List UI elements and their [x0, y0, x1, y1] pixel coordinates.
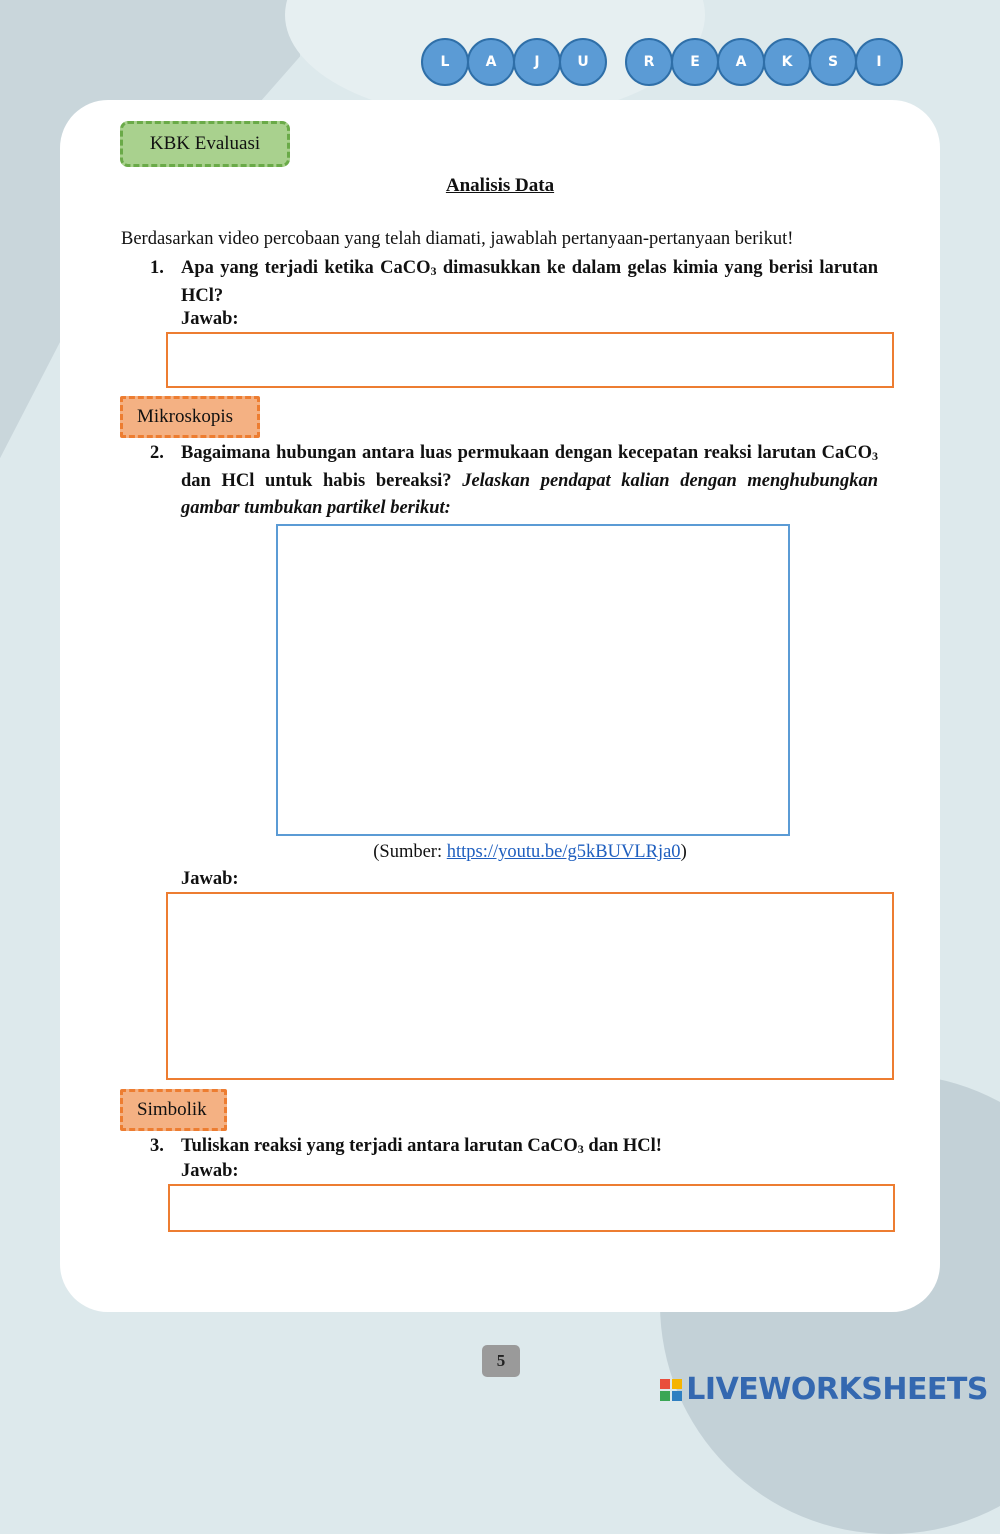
question-number: 2. [150, 443, 164, 463]
question-number: 1. [150, 258, 164, 278]
title-gap [605, 38, 625, 86]
answer-input-1[interactable] [166, 332, 894, 388]
question-text: Apa yang terjadi ketika CaCO [181, 258, 431, 278]
question-2 [150, 440, 878, 522]
title-letter: U [559, 38, 607, 86]
answer-label: Jawab: [181, 869, 239, 889]
particle-collision-image [276, 524, 790, 836]
question-text: Tuliskan reaksi yang terjadi antara larutan CaCO [181, 1136, 578, 1156]
question-text: dimasukkan ke dalam gelas kimia yang berisi larutan HCl? [181, 258, 878, 306]
brand-logo-icon [660, 1379, 682, 1401]
title-letter: S [809, 38, 857, 86]
section-heading: Analisis Data [445, 175, 555, 196]
page-number: 5 [482, 1345, 520, 1377]
subscript: 3 [430, 264, 437, 278]
simbolik-tag: Simbolik [120, 1089, 227, 1131]
question-text: Bagaimana hubungan antara luas permukaan dengan kecepatan reaksi larutan CaCO [181, 443, 872, 463]
subscript: 3 [872, 449, 878, 463]
answer-input-2[interactable] [166, 892, 894, 1080]
source-prefix: (Sumber: [373, 842, 447, 862]
question-instruction: Jelaskan pendapat kalian dengan menghubungkan gambar tumbukan partikel berikut: [181, 471, 878, 518]
source-link[interactable]: https://youtu.be/g5kBUVLRja0 [446, 842, 681, 862]
title-letter: I [855, 38, 903, 86]
question-text: dan HCl! [583, 1136, 662, 1156]
intro-text: Berdasarkan video percobaan yang telah diamati, jawablah pertanyaan-pertanyaan berikut! [121, 229, 794, 249]
brand-name: LIVEWORKSHEETS [686, 1372, 988, 1407]
title-letter: L [421, 38, 469, 86]
source-suffix: ) [680, 842, 687, 862]
laju-reaksi-title [421, 38, 901, 86]
title-letter: A [467, 38, 515, 86]
title-letter: J [513, 38, 561, 86]
answer-input-3[interactable] [168, 1184, 895, 1232]
title-letter: E [671, 38, 719, 86]
question-1 [150, 255, 878, 310]
answer-label: Jawab: [181, 309, 239, 329]
kbk-evaluasi-tag: KBK Evaluasi [120, 121, 290, 167]
question-text: dan HCl untuk habis bereaksi? [181, 471, 463, 491]
answer-label: Jawab: [181, 1161, 239, 1181]
question-number: 3. [150, 1136, 164, 1156]
liveworksheets-logo[interactable] [660, 1372, 988, 1407]
question-3 [150, 1133, 878, 1161]
title-letter: K [763, 38, 811, 86]
image-source [0, 842, 1000, 863]
title-letter: R [625, 38, 673, 86]
mikroskopis-tag: Mikroskopis [120, 396, 260, 438]
title-letter: A [717, 38, 765, 86]
subscript: 3 [577, 1142, 584, 1156]
